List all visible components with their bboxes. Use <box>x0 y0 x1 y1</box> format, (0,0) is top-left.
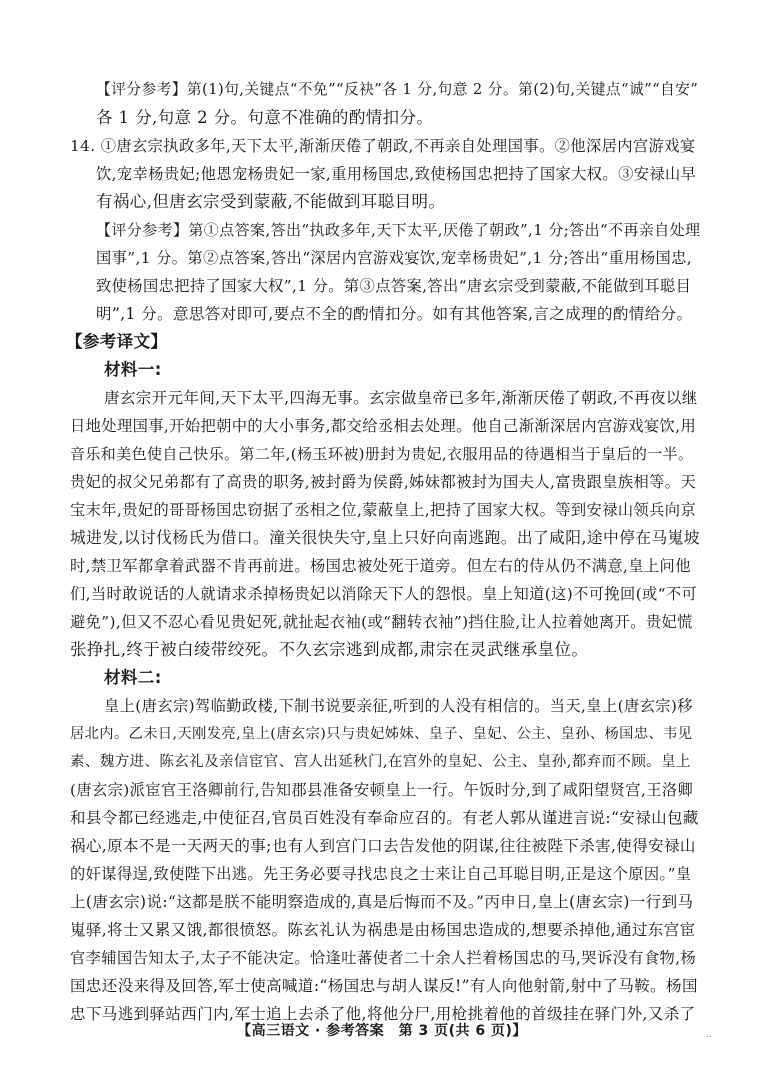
text-line: (唐玄宗)派宦官王洛卿前行,告知郡县准备安顿皇上一行。午饭时分,到了咸阳望贤宫,王洛卿 <box>70 781 694 799</box>
text-line: 的奸谋得逞,致使陛下出逃。先王务必要寻找忠良之士来让自己耳聪目明,正是这个原因。”皇 <box>70 865 692 883</box>
text-line: 们,当时敢说话的人就请求杀掉杨贵妃以消除天下人的怨恨。皇上知道(这)不可挽回(或“不可 <box>70 585 698 603</box>
text-line: 居北内。乙未日,天刚发亮,皇上(唐玄宗)只与贵妃姊妹、皇子、皇妃、公主、皇孙、杨国忠、韦见 <box>70 726 693 742</box>
text-line: 国忠还没来得及回答,军士使高喊道:“杨国忠与胡人谋反!”有人向他射箭,射中了马鞍。杨国 <box>70 977 698 995</box>
text-line: 明”,1 分。意思答对即可,要点不全的酌情扣分。如有其他答案,言之成理的酌情给分。 <box>96 305 693 323</box>
translation-heading: 【参考译文】 <box>66 332 168 351</box>
text-line: 贵妃的叔父兄弟都有了高贵的职务,被封爵为侯爵,姊妹都被封为国夫人,富贵跟皇族相等。天 <box>70 473 697 491</box>
text-line: 宝末年,贵妃的哥哥杨国忠窃据了丞相之位,蒙蔽皇上,把持了国家大权。等到安禄山领兵向京 <box>70 501 697 519</box>
text-line: 上(唐玄宗)说:“这都是朕不能明察造成的,真是后悔而不及。”丙申日,皇上(唐玄宗)一行到马 <box>70 893 694 911</box>
page-footer: 【高三语文 · 参考答案 第 3 页(共 6 页)】 <box>237 1023 527 1039</box>
text-line: 嵬驿,将士又累又饿,都很愤怒。陈玄礼认为祸患是由杨国忠造成的,想要杀掉他,通过东宫宦 <box>70 921 696 939</box>
text-line: 时,禁卫军都拿着武器不肯再前进。杨国忠被处死于道旁。但左右的侍从仍不满意,皇上问他 <box>70 557 691 575</box>
text-line: 皇上(唐玄宗)驾临勤政楼,下制书说要亲征,听到的人没有相信的。当天,皇上(唐玄宗)移 <box>104 697 693 715</box>
text-line: 音乐和美色使自己快乐。第二年,(杨玉环被)册封为贵妃,衣服用品的待遇相当于皇后的一半。 <box>70 445 694 463</box>
material-two-heading: 材料二: <box>104 668 162 687</box>
text-line: 城进发,以讨伐杨氏为借口。潼关很快失守,皇上只好向南逃跑。出了咸阳,途中停在马嵬坡 <box>70 528 700 547</box>
text-line: 和县令都已经逃走,中使征召,官员百姓没有奉命应召的。有老人郭从谨进言说:“安禄山包藏 <box>70 809 699 827</box>
text-line: 避免”),但又不忍心看见贵妃死,就扯起衣袖(或“翻转衣袖”)挡住脸,让人拉着她离开。贵妃慌 <box>70 613 693 631</box>
text-line: 【评分参考】第①点答案,答出“执政多年,天下太平,厌倦了朝政”,1 分;答出“不再亲自处理 <box>96 221 701 239</box>
text-line: 国事”,1 分。第②点答案,答出“深居内宫游戏宴饮,宠幸杨贵妃”,1 分;答出“重用杨国忠, <box>96 249 693 267</box>
text-line: 张挣扎,终于被白绫带绞死。不久玄宗逃到成都,肃宗在灵武继承皇位。 <box>70 640 589 659</box>
question-14-line: 14. ①唐玄宗执政多年,天下太平,渐渐厌倦了朝政,不再亲自处理国事。②他深居内宫游戏宴 <box>70 137 696 155</box>
text-line: 致使杨国忠把持了国家大权”,1 分。第③点答案,答出“唐玄宗受到蒙蔽,不能做到耳聪目 <box>96 277 692 295</box>
text-line: 【评分参考】第(1)句,关键点“不免”“反袂”各 1 分,句意 2 分。第(2)句,关键点“诚”“自安” <box>96 81 699 98</box>
corner-mark: .. <box>706 1030 712 1040</box>
text-line: 唐玄宗开元年间,天下太平,四海无事。玄宗做皇帝已多年,渐渐厌倦了朝政,不再夜以继 <box>104 389 698 407</box>
text-line: 饮,宠幸杨贵妃;他恩宠杨贵妃一家,重用杨国忠,致使杨国忠把持了国家大权。③安禄山早 <box>96 165 697 183</box>
text-line: 官李辅国告知太子,太子不能决定。恰逢吐蕃使者二十余人拦着杨国忠的马,哭诉没有食物,杨 <box>70 949 697 967</box>
text-line: 有祸心,但唐玄宗受到蒙蔽,不能做到耳聪目明。 <box>96 192 446 211</box>
text-line: 各 1 分,句意 2 分。句意不准确的酌情扣分。 <box>96 108 434 127</box>
text-line: 素、魏方进、陈玄礼及亲信宦官、宫人出延秋门,在宫外的皇妃、公主、皇孙,都弃而不顾。皇上 <box>70 754 691 770</box>
text-line: 祸心,原本不是一天两天的事;也有人到宫门口去告发他的阴谋,往往被陛下杀害,使得安禄山 <box>70 837 696 855</box>
text-line: 日地处理国事,开始把朝中的大小事务,都交给丞相去处理。他自己渐渐深居内宫游戏宴饮,用 <box>70 417 697 435</box>
text-line: 忠下马逃到驿站西门内,军士追上去杀了他,将他分尸,用枪挑着他的首级挂在驿门外,又杀了 <box>70 1005 696 1023</box>
material-one-heading: 材料一: <box>104 360 162 379</box>
